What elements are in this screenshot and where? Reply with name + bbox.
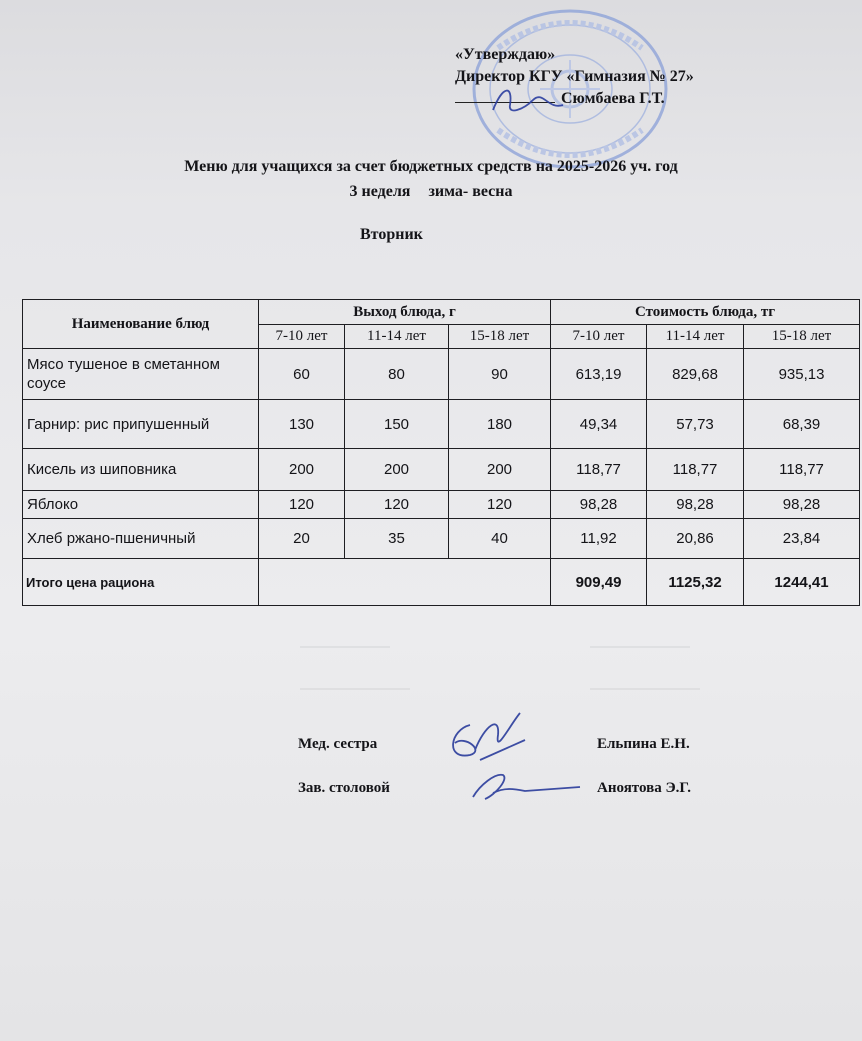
cost-cell: 98,28 bbox=[551, 491, 647, 519]
cost-cell: 49,34 bbox=[551, 400, 647, 449]
cost-cell: 829,68 bbox=[647, 349, 744, 400]
director-signature bbox=[488, 80, 578, 120]
bleed-through-marks bbox=[300, 640, 720, 700]
cost-cell: 68,39 bbox=[744, 400, 860, 449]
cost-cell: 118,77 bbox=[647, 449, 744, 491]
cost-cell: 118,77 bbox=[744, 449, 860, 491]
yield-cell: 90 bbox=[449, 349, 551, 400]
signature-role: Зав. столовой bbox=[298, 780, 390, 796]
yield-cell: 130 bbox=[259, 400, 345, 449]
yield-cell: 150 bbox=[345, 400, 449, 449]
canteen-head-signature bbox=[465, 765, 585, 805]
yield-cell: 35 bbox=[345, 519, 449, 559]
header-age: 15-18 лет bbox=[744, 325, 860, 349]
header-dish-name: Наименование блюд bbox=[23, 300, 259, 349]
header-age: 11-14 лет bbox=[647, 325, 744, 349]
yield-cell: 80 bbox=[345, 349, 449, 400]
director-name: Сюмбаева Г.Т. bbox=[561, 90, 665, 107]
day-label: Вторник bbox=[360, 226, 423, 243]
table-row bbox=[23, 519, 860, 559]
cost-cell: 98,28 bbox=[647, 491, 744, 519]
yield-cell: 120 bbox=[345, 491, 449, 519]
signature-name: Аноятова Э.Г. bbox=[597, 780, 691, 796]
cost-cell: 11,92 bbox=[551, 519, 647, 559]
week-label: 3 неделя bbox=[349, 183, 411, 200]
cost-cell: 57,73 bbox=[647, 400, 744, 449]
total-row bbox=[23, 559, 860, 606]
signature-role: Мед. сестра bbox=[298, 736, 378, 752]
approval-label: «Утверждаю» bbox=[455, 46, 556, 63]
cost-cell: 935,13 bbox=[744, 349, 860, 400]
dish-name: Кисель из шиповника bbox=[23, 449, 259, 491]
header-age: 15-18 лет bbox=[449, 325, 551, 349]
header-age: 7-10 лет bbox=[259, 325, 345, 349]
total-empty-cell bbox=[259, 559, 551, 606]
dish-name: Гарнир: рис припушенный bbox=[23, 400, 259, 449]
dish-name: Мясо тушеное в сметанном соусе bbox=[23, 349, 259, 400]
yield-cell: 120 bbox=[449, 491, 551, 519]
yield-cell: 200 bbox=[345, 449, 449, 491]
header-age: 11-14 лет bbox=[345, 325, 449, 349]
table-row bbox=[23, 491, 860, 519]
table-row bbox=[23, 349, 860, 400]
total-cost-cell: 909,49 bbox=[551, 559, 647, 606]
total-cost-cell: 1125,32 bbox=[647, 559, 744, 606]
cost-cell: 20,86 bbox=[647, 519, 744, 559]
cost-cell: 98,28 bbox=[744, 491, 860, 519]
yield-cell: 200 bbox=[449, 449, 551, 491]
yield-cell: 120 bbox=[259, 491, 345, 519]
total-cost-cell: 1244,41 bbox=[744, 559, 860, 606]
table-row bbox=[23, 400, 860, 449]
cost-cell: 613,19 bbox=[551, 349, 647, 400]
approval-position: Директор КГУ «Гимназия № 27» bbox=[455, 68, 694, 85]
menu-table bbox=[22, 299, 860, 606]
yield-cell: 40 bbox=[449, 519, 551, 559]
signature-name: Ельпина Е.Н. bbox=[597, 736, 690, 752]
yield-cell: 20 bbox=[259, 519, 345, 559]
header-age: 7-10 лет bbox=[551, 325, 647, 349]
nurse-signature bbox=[440, 705, 540, 770]
page-title: Меню для учащихся за счет бюджетных средств на 2025-2026 уч. год bbox=[184, 158, 678, 175]
cost-cell: 118,77 bbox=[551, 449, 647, 491]
yield-cell: 200 bbox=[259, 449, 345, 491]
dish-name: Хлеб ржано-пшеничный bbox=[23, 519, 259, 559]
dish-name: Яблоко bbox=[23, 491, 259, 519]
total-label: Итого цена рациона bbox=[23, 559, 259, 606]
yield-cell: 60 bbox=[259, 349, 345, 400]
cost-cell: 23,84 bbox=[744, 519, 860, 559]
table-row bbox=[23, 449, 860, 491]
header-cost: Стоимость блюда, тг bbox=[551, 300, 860, 325]
header-yield: Выход блюда, г bbox=[259, 300, 551, 325]
season-label: зима- весна bbox=[428, 183, 513, 200]
yield-cell: 180 bbox=[449, 400, 551, 449]
week-season-line bbox=[0, 183, 862, 201]
